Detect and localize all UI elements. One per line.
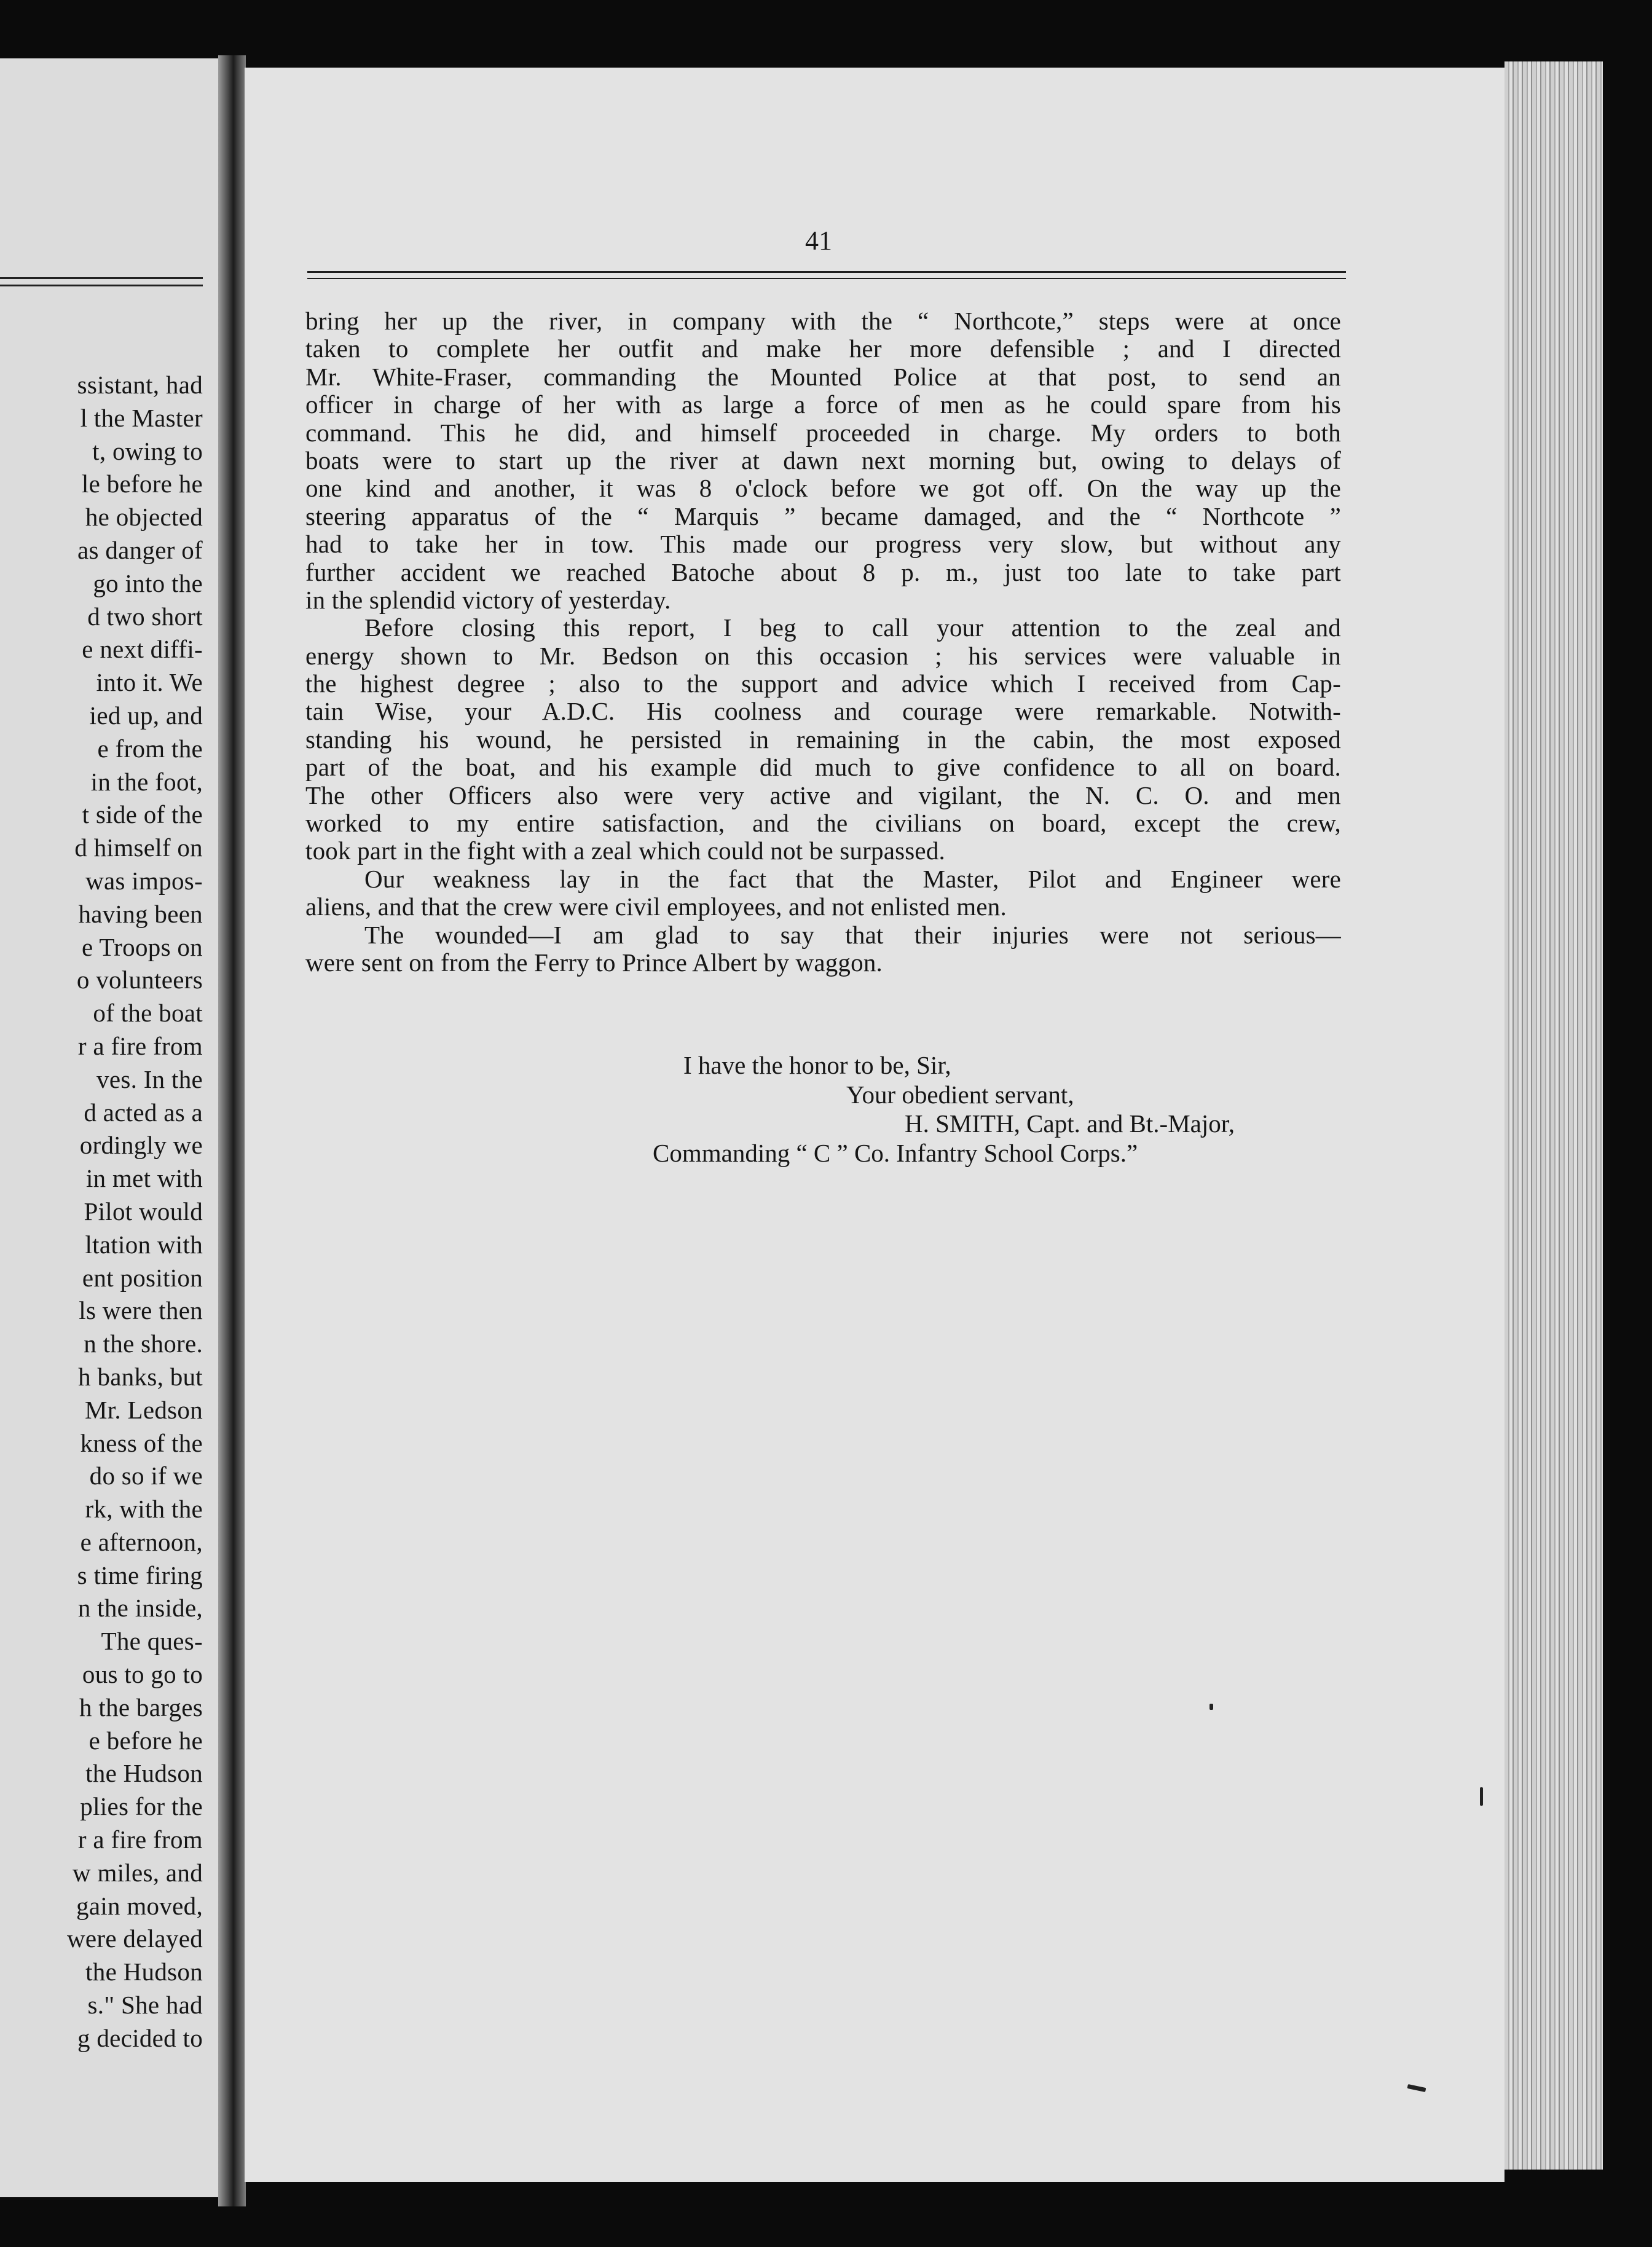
- page-number: 41: [805, 226, 832, 256]
- paragraph-line: bring her up the river, in company with the “ Northcote,” steps were at once: [305, 307, 1341, 335]
- left-page-text: [0, 369, 203, 2055]
- left-page-line: kness of the: [80, 1428, 203, 1457]
- paragraph-line: Before closing this report, I beg to call your attention to the zeal and: [364, 613, 1341, 642]
- paragraph-line: The other Officers also were very active and vigilant, the N. C. O. and men: [305, 781, 1341, 809]
- paragraph-line: boats were to start up the river at dawn next morning but, owing to delays of: [305, 446, 1341, 474]
- left-page-line: ves. In the: [96, 1064, 203, 1093]
- left-page-line: o volunteers: [76, 966, 203, 994]
- left-page-line: was impos-: [85, 866, 203, 895]
- left-page-line: of the boat: [93, 999, 203, 1028]
- left-page-line: in the foot,: [90, 767, 203, 796]
- left-page-line: the Hudson: [85, 1759, 203, 1788]
- closing-salutation: I have the honor to be, Sir,: [683, 1051, 951, 1079]
- left-page-line: e Troops on: [82, 932, 203, 961]
- left-page-line: e afternoon,: [80, 1527, 203, 1556]
- left-page-line: s." She had: [87, 1991, 203, 2020]
- left-page-line: ltation with: [85, 1230, 203, 1259]
- page-edges: [1504, 61, 1603, 2170]
- left-page-line: Pilot would: [84, 1197, 203, 1226]
- speck-mark: [1480, 1787, 1483, 1806]
- left-page-line: n the inside,: [77, 1594, 203, 1623]
- left-page-line: in met with: [85, 1164, 203, 1193]
- left-page-line: The ques-: [101, 1627, 203, 1656]
- paragraph-line: took part in the fight with a zeal which could not be surpassed.: [305, 836, 945, 865]
- left-page-line: ied up, and: [89, 701, 203, 730]
- paragraph-line: part of the boat, and his example did much to give confidence to all on board.: [305, 753, 1341, 782]
- left-page-line: he objected: [85, 503, 203, 532]
- left-page-line: were delayed: [67, 1924, 203, 1953]
- paragraph-line: Mr. White-Fraser, commanding the Mounted Police at that post, to send an: [305, 362, 1341, 391]
- left-page-line: go into the: [93, 569, 203, 597]
- left-page-line: l the Master: [80, 403, 203, 432]
- paragraph-line: one kind and another, it was 8 o'clock before we got off. On the way up the: [305, 474, 1341, 503]
- left-page: [0, 58, 221, 2197]
- left-page-line: le before he: [81, 470, 203, 498]
- paragraph-4: [305, 921, 1341, 977]
- left-page-line: d two short: [87, 602, 203, 631]
- paragraph-2: [305, 614, 1341, 865]
- left-page-line: s time firing: [77, 1560, 203, 1589]
- left-page-line: e next diffi-: [82, 635, 203, 664]
- left-page-line: into it. We: [96, 668, 203, 697]
- left-page-line: t side of the: [82, 800, 203, 829]
- left-page-line: ent position: [82, 1263, 203, 1292]
- left-page-line: having been: [78, 899, 203, 928]
- signatory-title: Commanding “ C ” Co. Infantry School Corps.”: [653, 1138, 1138, 1167]
- left-page-line: d himself on: [74, 833, 203, 862]
- paragraph-line: were sent on from the Ferry to Prince Albert by waggon.: [305, 948, 883, 977]
- left-header-rule: [0, 277, 203, 279]
- left-page-line: g decided to: [77, 2023, 203, 2052]
- left-page-line: do so if we: [89, 1462, 203, 1490]
- left-page-line: ssistant, had: [77, 371, 203, 399]
- paragraph-line: command. This he did, and himself proceeded in charge. My orders to both: [305, 418, 1341, 447]
- report-body: [305, 307, 1341, 977]
- paragraph-line: steering apparatus of the “ Marquis ” became damaged, and the “ Northcote ”: [305, 502, 1341, 530]
- left-page-line: e from the: [97, 734, 203, 763]
- closing-servant: Your obedient servant,: [846, 1080, 1074, 1109]
- left-page-line: t, owing to: [92, 436, 203, 465]
- paragraph-line: had to take her in tow. This made our progress very slow, but without any: [305, 530, 1341, 559]
- book-gutter: [218, 55, 246, 2206]
- header-rule-2: [307, 278, 1346, 279]
- left-page-line: ls were then: [79, 1296, 203, 1325]
- paragraph-line: The wounded—I am glad to say that their injuries were not serious—: [364, 920, 1341, 949]
- left-page-line: plies for the: [80, 1792, 203, 1821]
- paragraph-1: [305, 307, 1341, 614]
- left-page-line: h banks, but: [78, 1362, 203, 1391]
- paragraph-line: energy shown to Mr. Bedson on this occasion ; his services were valuable in: [305, 641, 1341, 670]
- paragraph-line: tain Wise, your A.D.C. His coolness and courage were remarkable. Notwith-: [305, 697, 1341, 726]
- paragraph-line: worked to my entire satisfaction, and the civilians on board, except the crew,: [305, 809, 1341, 838]
- speck-mark: [1210, 1704, 1213, 1710]
- paragraph-line: aliens, and that the crew were civil employees, and not enlisted men.: [305, 892, 1007, 921]
- left-page-line: w miles, and: [73, 1858, 203, 1887]
- paragraph-line: Our weakness lay in the fact that the Master, Pilot and Engineer were: [364, 864, 1341, 893]
- paragraph-line: standing his wound, he persisted in remaining in the cabin, the most exposed: [305, 725, 1341, 754]
- left-page-line: gain moved,: [76, 1891, 203, 1920]
- left-page-line: r a fire from: [77, 1031, 203, 1060]
- letter-closing: [305, 1051, 1341, 1168]
- signature: H. SMITH, Capt. and Bt.-Major,: [905, 1109, 1235, 1138]
- left-header-rule-2: [0, 285, 203, 286]
- left-page-line: as danger of: [77, 535, 203, 564]
- paragraph-line: the highest degree ; also to the support and advice which I received from Cap-: [305, 669, 1341, 698]
- left-page-line: ous to go to: [82, 1660, 203, 1689]
- paragraph-3: [305, 865, 1341, 921]
- left-page-line: d acted as a: [84, 1098, 203, 1127]
- left-page-line: rk, with the: [85, 1495, 203, 1524]
- header-rule: [307, 271, 1346, 273]
- left-page-line: e before he: [88, 1726, 203, 1755]
- left-page-line: r a fire from: [77, 1825, 203, 1854]
- left-page-line: n the shore.: [84, 1329, 203, 1358]
- paragraph-line: further accident we reached Batoche about 8 p. m., just too late to take part: [305, 557, 1341, 586]
- left-page-line: ordingly we: [79, 1131, 203, 1160]
- paragraph-line: officer in charge of her with as large a force of men as he could spare from his: [305, 390, 1341, 419]
- paragraph-line: in the splendid victory of yesterday.: [305, 585, 671, 614]
- left-page-line: the Hudson: [85, 1958, 203, 1986]
- left-page-line: Mr. Ledson: [84, 1395, 203, 1424]
- left-page-line: h the barges: [79, 1693, 203, 1722]
- paragraph-line: taken to complete her outfit and make her more defensible ; and I directed: [305, 334, 1341, 363]
